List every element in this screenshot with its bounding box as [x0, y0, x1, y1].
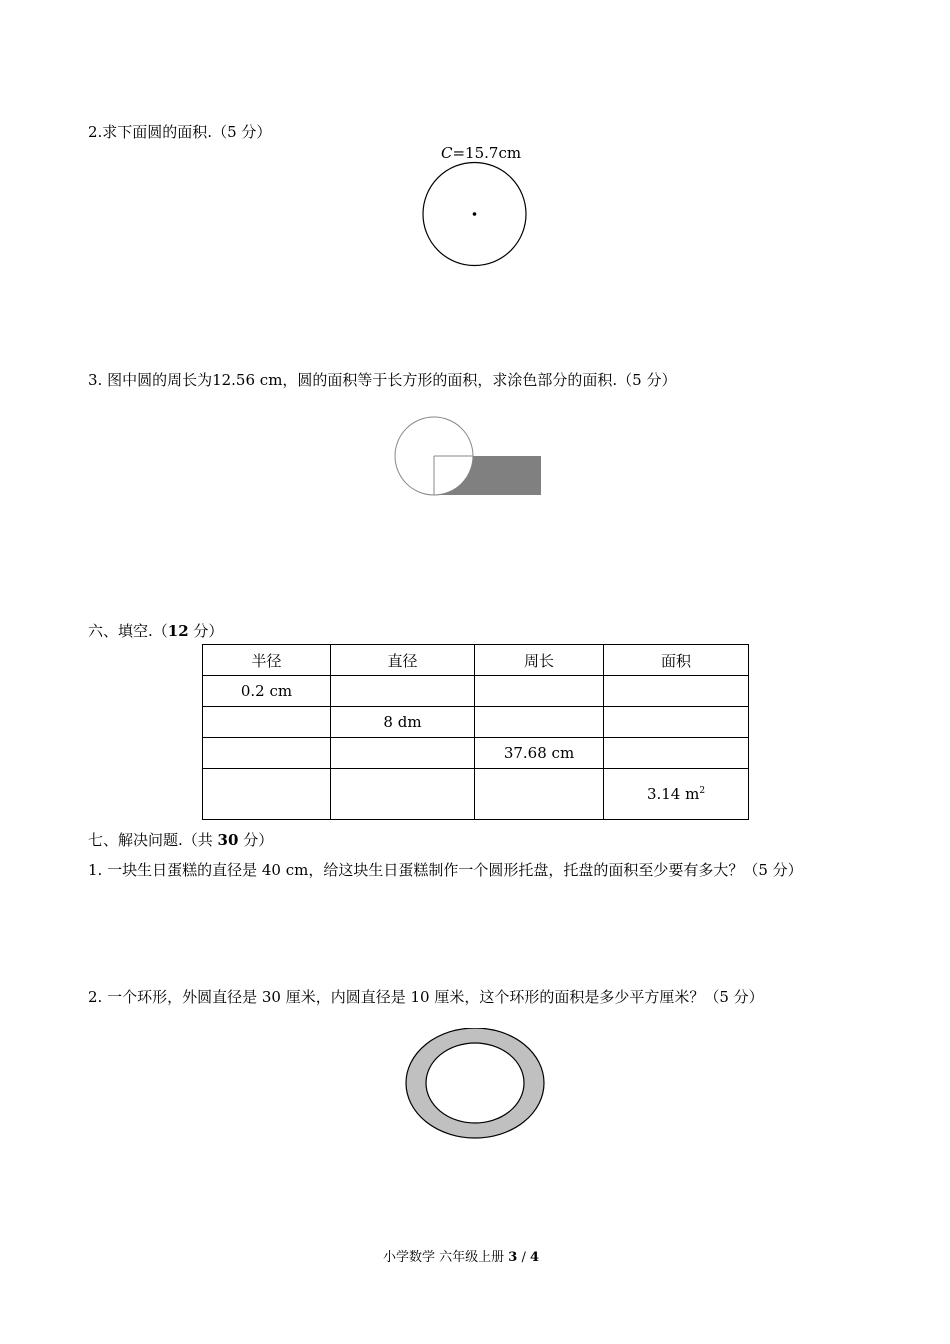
circle-rectangle-figure — [392, 414, 546, 500]
footer-separator: / — [517, 1250, 530, 1265]
question-3-text: 3. 图中圆的周长为12.56 cm，圆的面积等于长方形的面积，求涂色部分的面积.（5 分） — [88, 371, 677, 389]
table-cell — [331, 676, 475, 707]
footer-page-total: 4 — [529, 1250, 540, 1265]
section-6-points: 12 — [167, 622, 189, 640]
table-cell-area — [604, 769, 749, 820]
table-header-cell: 半径 — [203, 645, 331, 676]
area-value: 3.14 m — [646, 785, 700, 803]
table-cell: 8 dm — [331, 707, 475, 738]
section-7-question-2: 2. 一个环形，外圆直径是 30 厘米，内圆直径是 10 厘米，这个环形的面积是多少平方厘米？（5 分） — [88, 988, 764, 1006]
fill-in-table — [202, 644, 749, 820]
table-row — [203, 738, 749, 769]
footer-label: 小学数学 六年级上册 — [383, 1250, 509, 1265]
table-cell — [331, 738, 475, 769]
circle-center-dot — [473, 212, 477, 216]
table-cell — [203, 769, 331, 820]
ring-figure — [402, 1028, 548, 1156]
table-header-cell: 面积 — [604, 645, 749, 676]
table-row — [203, 676, 749, 707]
circumference-value: =15.7cm — [452, 144, 522, 162]
section-6-title-prefix: 六、填空.（ — [88, 622, 168, 640]
section-7-title-suffix: 分） — [238, 831, 274, 849]
page-footer — [383, 1246, 539, 1265]
table-cell — [331, 769, 475, 820]
footer-page-number: 3 — [508, 1250, 518, 1265]
section-7-points: 30 — [217, 831, 239, 849]
table-cell — [475, 707, 604, 738]
section-6-title-suffix: 分） — [188, 622, 224, 640]
section-7-question-1: 1. 一块生日蛋糕的直径是 40 cm，给这块生日蛋糕制作一个圆形托盘，托盘的面积至少要有多大？（5 分） — [88, 861, 803, 879]
ring-inner-circle — [426, 1043, 524, 1123]
table-cell — [203, 738, 331, 769]
table-cell — [604, 738, 749, 769]
area-superscript: 2 — [699, 786, 706, 796]
table-header-cell: 周长 — [475, 645, 604, 676]
table-row — [203, 707, 749, 738]
circle-figure — [418, 160, 532, 272]
table-header-row — [203, 645, 749, 676]
section-7-title — [88, 829, 273, 850]
table-header-cell: 直径 — [331, 645, 475, 676]
table-cell — [604, 707, 749, 738]
section-7-title-prefix: 七、解决问题.（共 — [88, 831, 218, 849]
table-cell — [203, 707, 331, 738]
section-6-title — [88, 620, 223, 641]
table-cell: 37.68 cm — [475, 738, 604, 769]
table-cell — [604, 676, 749, 707]
ring-shaded-area — [406, 1028, 544, 1138]
table-cell — [475, 769, 604, 820]
table-cell: 0.2 cm — [203, 676, 331, 707]
table-cell — [475, 676, 604, 707]
question-2-text: 2.求下面圆的面积.（5 分） — [88, 123, 272, 141]
table-row — [203, 769, 749, 820]
circumference-variable: C — [441, 144, 453, 162]
